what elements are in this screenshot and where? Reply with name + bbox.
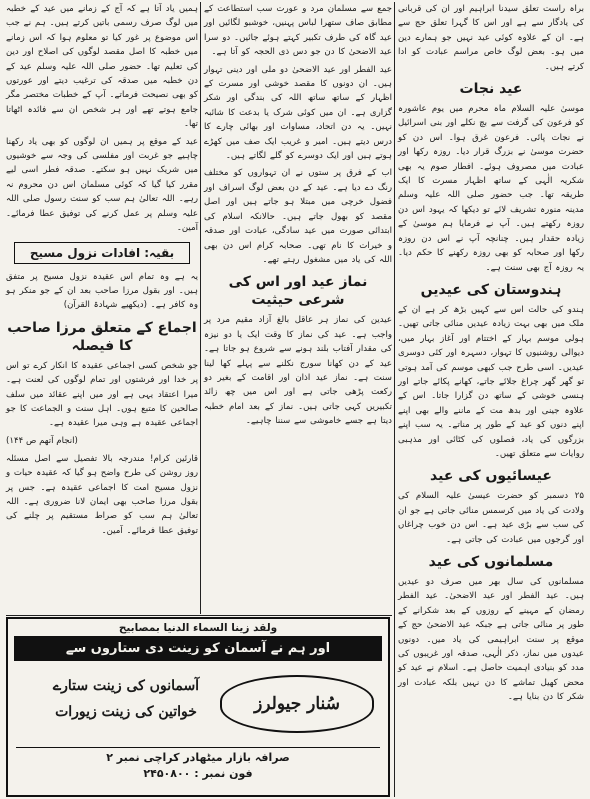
heading-eid-najat: عید نجات (459, 81, 523, 98)
middle-paragraph-2: عید الفطر اور عید الاضحیٰ دو ملی اور دینی تہوار ہیں۔ ان دونوں کا مقصد خوشی اور مسرت کے اظہار کے ساتھ ساتھ اللہ کی بندگی اور شکر گزاری ہے۔ ان میں کوئی شرک یا بدعت کا شائبہ نہیں۔ یہ دن اتحاد، مساوات اور بھائی چارے کا درس دیتے ہیں۔ امیر و غریب ایک صف میں کھڑے ہوتے ہیں اور ایک دوسرے کو گلے لگاتے ہیں۔ (204, 64, 392, 162)
slogan-line-1: آسمانوں کی زینت ستارے (52, 678, 200, 694)
advert-band: اور ہم نے آسمان کو زینت دی ستاروں سے (14, 636, 382, 661)
jewellers-advertisement (6, 617, 390, 797)
advert-middle (16, 665, 380, 743)
left-paragraph-1: ہمیں یاد آتا ہے کہ آج کے زمانے میں عید کے خطبہ میں لوگ صرف رسمی باتیں کرتے ہیں۔ ہم نے جب اس موضوع پر غور کیا تو معلوم ہوا کہ اس زمانے میں خطبہ کا اصل مقصد لوگوں کی اصلاح اور دین کی تعلیم تھا۔ حضور صلی اللہ علیہ وسلم عید کے دن خطبہ میں صدقہ کی ترغیب دیتے اور عورتوں کو بھی نصیحت فرماتے۔ آپ کے خطبات مختصر مگر جامع ہوتے تھے اور ہر شخص ان سے فائدہ اٹھاتا تھا۔ (6, 4, 198, 130)
heading-namaz-eid: نماز عید اور اس کی شرعی حیثیت (228, 274, 368, 309)
advert-address: صرافہ بازار میٹھادر کراچی نمبر ۲ (16, 747, 380, 764)
reference-citation: (انجام آتھم ص ۱۴۴) (6, 435, 78, 446)
paragraph-christian-eid: ۲۵ دسمبر کو حضرت عیسیٰ علیہ السلام کی ولادت کی یاد میں کرسمس منائی جاتی ہے جو ان کی سب سے بڑی عید ہے۔ اس دن خوب چراغاں اور گرجوں میں عبادت کی جاتی ہے۔ (398, 491, 584, 545)
heading-muslim-eid: مسلمانوں کی عید (428, 554, 554, 570)
advert-phone: فون نمبر : ۲۴۵۰۸۰۰ (143, 767, 253, 780)
continuation-box-heading: بقیہ: افادات نزول مسیح (14, 242, 190, 264)
middle-paragraph-4: عیدین کی نماز ہر عاقل بالغ آزاد مقیم مرد پر واجب ہے۔ عید کی نماز کا وقت ایک یا دو نیزہ کی مقدار آفتاب بلند ہونے سے شروع ہو جاتا ہے۔ عید کے دن کھانا سورج نکلنے سے پہلے کھا لینا سنت ہے۔ نماز عید اذان اور اقامت کے بغیر دو رکعت پڑھی جاتی ہے اور اس میں چھ زائد تکبیریں کہی جاتی ہیں۔ نماز کے بعد امام خطبہ دیتا ہے جسے خاموشی سے سننا چاہیے۔ (204, 315, 392, 427)
column-divider-right (394, 2, 395, 797)
paragraph-muslim-eid: مسلمانوں کی سال بھر میں صرف دو عیدیں ہیں۔ عید الفطر اور عید الاضحیٰ۔ عید الفطر رمضان کے مہینے کے روزوں کے بعد شکرانے کے طور پر منائی جاتی ہے جبکہ عید الاضحیٰ حج کے موقع پر سنت ابراہیمی کی یاد میں۔ دونوں عیدوں میں نماز، ذکر الٰہی، صدقہ اور غریبوں کی مدد کو بنیادی اہمیت حاصل ہے۔ اسلام نے عید کو محض کھیل تماشے کا دن نہیں بلکہ عبادت اور شکر کا دن بنایا ہے۔ (398, 577, 584, 703)
advert-verse: ولقد زینا السماء الدنیا بمصابیح (118, 622, 278, 634)
left-column (6, 2, 198, 614)
middle-paragraph-1: جمع سے مسلمان مرد و عورت سب استطاعت کے مطابق صاف ستھرا لباس پہنیں، خوشبو لگائیں اور عید گاہ کی طرف تکبیر کہتے ہوئے جائیں۔ دو سرا عید الاضحیٰ کا دن جو دس ذی الحجہ کو آتا ہے۔ (204, 4, 392, 58)
advert-top-rule (6, 615, 392, 616)
middle-paragraph-3: اب کے فرق پر ستوں نے ان تہواروں کو مختلف رنگ دے دیا ہے۔ عید کے دن بعض لوگ اسراف اور فضول خرچی میں مبتلا ہو جاتے ہیں اور اصل مقصد کو بھول جاتے ہیں۔ حالانکہ اسلام کی ابتدائی صورت میں عید سادگی، عبادت اور صدقہ و خیرات کا نام تھی۔ صحابہ کرام اس دن بھی اللہ کی یاد میں مشغول رہتے تھے۔ (204, 168, 392, 265)
brand-logo (220, 675, 374, 733)
heading-hindustan-eids: ہندوستان کی عیدیں (420, 281, 562, 298)
right-intro-paragraph: براہ راست تعلق سیدنا ابراہیم اور ان کی قربانی کی یادگار سے ہے اور اس کا گہرا تعلق حج سے ہے۔ ان کے علاوہ کوئی عید نہیں جو ہمارے دین میں ہو۔ بعض لوگ خاص مراسم عبادت کو ادا کرتے ہیں۔ (398, 4, 584, 72)
left-paragraph-5: قارئین کرام! مندرجہ بالا تفصیل سے اصل مسئلہ روز روشن کی طرح واضح ہو گیا کہ عقیدہ حیات و نزول مسیح امت کا اجماعی عقیدہ ہے۔ جس پر بقول مرزا صاحب بھی ایمان لانا ضروری ہے۔ اللہ تعالیٰ ہم سب کو صراط مستقیم پر چلنے کی توفیق عطا فرمائے۔ آمین۔ (6, 453, 198, 536)
paragraph-hindustan-eids: ہندو کی حالت اس سے کہیں بڑھ کر ہے ان کے ملک میں بھی بہت زیادہ عیدیں منائی جاتی تھیں۔ ہولی موسم بہار کے اختتام اور آغاز بہار میں، دیوالی روشنیوں کا تہوار، دسہرہ اور کئی دوسری عیدیں۔ اسی طرح جب کبھی موسم کی آمد ہوتی تو گھر گھر چراغ جلائے جاتے، کھانے پکائے جاتے اور ہنسی خوشی کے ساتھ دن گزارا جاتا۔ اس کے علاوہ جینی اور بدھ مت کے ماننے والے بھی اپنے اپنے دنوں کو عید کے طور پر مناتے۔ یہ سب اپنے بزرگوں کی یاد، فصلوں کی کٹائی اور مذہبی روایات سے متعلق تھیں۔ (398, 304, 584, 459)
heading-christian-eid: عیسائیوں کی عید (430, 468, 552, 485)
advert-slogan (26, 673, 226, 725)
heading-ijma-decision: اجماع کے متعلق مرزا صاحب کا فیصلہ (7, 319, 197, 354)
slogan-line-2: خواتین کی زینت زیورات (55, 704, 197, 720)
left-paragraph-4: جو شخص کسی اجماعی عقیدہ کا انکار کرے تو اس پر خدا اور فرشتوں اور تمام لوگوں کی لعنت ہے۔ میرا اعتقاد یہی ہے اور میں اپنے عقائد میں سلف صالحین کا متبع ہوں۔ اہل سنت و الجماعت کا جو اجماعی عقیدہ ہے وہی میرا عقیدہ ہے۔ (6, 360, 198, 429)
brand-name: سُنار جیولرز (254, 694, 340, 714)
left-paragraph-2: عید کے موقع پر ہمیں ان لوگوں کو بھی یاد رکھنا چاہیے جو غربت اور مفلسی کی وجہ سے خوشیوں میں شریک نہیں ہو سکتے۔ صدقہ فطر اسی لیے مقرر کیا گیا کہ کوئی مسلمان اس دن محروم نہ رہے۔ اللہ تعالیٰ ہم سب کو سنت رسول صلی اللہ علیہ وسلم پر عمل کرنے کی توفیق عطا فرمائے۔ آمین۔ (6, 136, 198, 234)
column-divider-left (200, 2, 201, 614)
right-column (398, 2, 584, 797)
paragraph-eid-najat: موسیٰ علیہ السلام ماہ محرم میں یوم عاشورہ کو فرعون کی گرفت سے بچ نکلے اور بنی اسرائیل نے نجات پائی۔ فرعون غرق ہوا۔ اس دن کو حضرت موسیٰ نے بزرگ قرار دیا۔ روزہ رکھا اور عبادت میں مصروف ہوئے۔ افطار صوم یہ بھی شکریہ الٰہی کے ساتھ اظہار مسرت کا ایک طریقہ تھا۔ جب حضور صلی اللہ علیہ وسلم مدینہ منورہ تشریف لائے تو دیکھا کہ یہود اس دن روزہ رکھتے ہیں۔ آپ نے فرمایا ہم موسیٰ کے زیادہ حقدار ہیں۔ چنانچہ آپ نے اس دن روزہ رکھا اور صحابہ کو بھی روزہ رکھنے کا حکم دیا۔ یہ روزہ آج بھی سنت ہے۔ (398, 104, 584, 273)
middle-column (204, 2, 392, 614)
left-paragraph-3: یہ ہے وہ تمام اس عقیدہ نزول مسیح پر متفق ہیں۔ اور بقول مرزا صاحب بعد ان کے جو منکر ہو وہ کافر ہے۔ (دیکھیے شہادۃ القرآن) (6, 271, 198, 311)
